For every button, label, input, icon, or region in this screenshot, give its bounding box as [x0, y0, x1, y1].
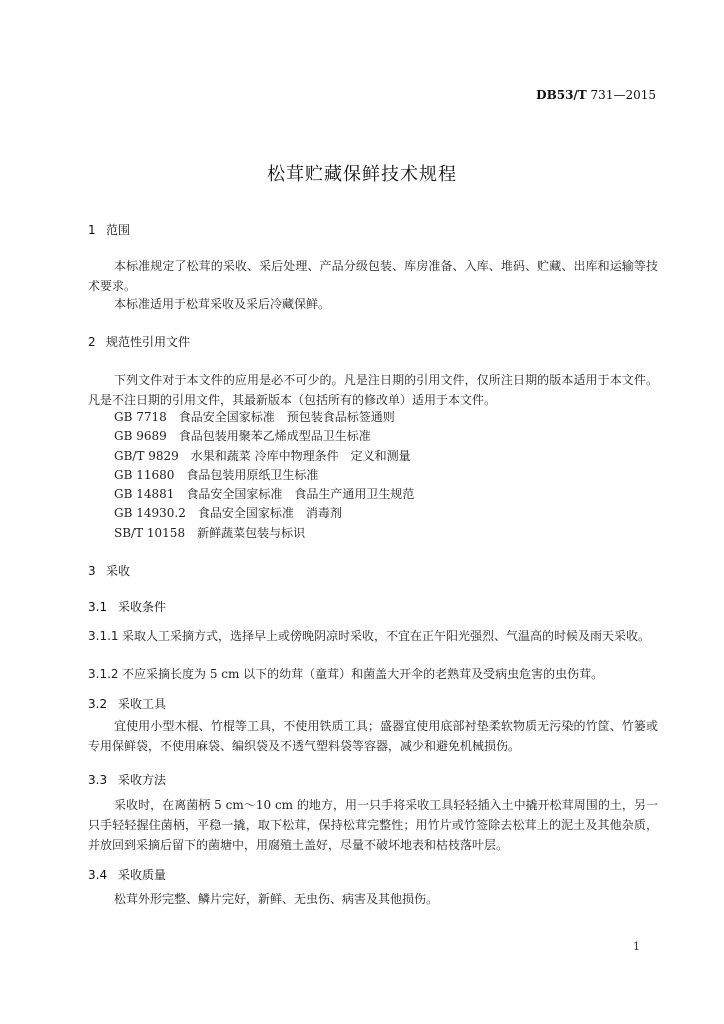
clause-3-1-1-text: 采取人工采摘方式，选择早上或傍晚阴凉时采收，不宜在正午阳光强烈、气温高的时候及雨天采收。	[122, 629, 651, 643]
section-3-3-heading	[88, 771, 166, 788]
section-3-1-number: 3.1	[88, 600, 108, 614]
section-1-number: 1	[88, 223, 96, 237]
reference-item: SB/T 10158 新鲜蔬菜包装与标识	[114, 525, 306, 540]
reference-item: GB/T 9829 水果和蔬菜 冷库中物理条件 定义和测量	[114, 448, 411, 463]
section-3-4-text: 松茸外形完整、鳞片完好，新鲜、无虫伤、病害及其他损伤。	[114, 892, 439, 906]
section-3-heading	[88, 562, 130, 579]
section-3-2-title: 采收工具	[118, 697, 167, 711]
section-2-number: 2	[88, 335, 96, 349]
reference-item: GB 11680 食品包装用原纸卫生标准	[114, 467, 319, 482]
clause-3-1-2	[88, 664, 658, 684]
section-3-1-heading	[88, 598, 166, 615]
section-2-intro: 下列文件对于本文件的应用是必不可少的。凡是注日期的引用文件，仅所注日期的版本适用于本文件。凡是不注日期的引用文件，其最新版本（包括所有的修改单）适用于本文件。	[88, 373, 658, 407]
section-1-paragraph-1: 本标准规定了松茸的采收、采后处理、产品分级包装、库房准备、入库、堆码、贮藏、出库和运输等技术要求。	[88, 259, 658, 293]
reference-item: GB 14930.2 食品安全国家标准 消毒剂	[114, 506, 342, 521]
section-3-2-number: 3.2	[88, 697, 108, 711]
section-3-4-title: 采收质量	[118, 868, 167, 882]
reference-item: GB 14881 食品安全国家标准 食品生产通用卫生规范	[114, 487, 415, 502]
reference-item: GB 9689 食品包装用聚苯乙烯成型品卫生标准	[114, 429, 371, 444]
section-1-paragraph-2: 本标准适用于松茸采收及采后冷藏保鲜。	[114, 297, 331, 311]
reference-item: GB 7718 食品安全国家标准 预包装食品标签通则	[114, 410, 395, 424]
section-3-1-title: 采收条件	[118, 600, 167, 614]
page-title: 松茸贮藏保鲜技术规程	[267, 164, 457, 185]
page-number: 1	[633, 940, 640, 953]
clause-3-1-2-number: 3.1.2	[88, 667, 119, 681]
section-1-title: 范围	[106, 223, 131, 237]
section-3-3-number: 3.3	[88, 773, 108, 787]
section-3-3-title: 采收方法	[118, 773, 167, 787]
clause-3-1-1	[88, 626, 658, 646]
section-3-2-heading	[88, 695, 166, 712]
section-3-3-text: 采收时，在离菌柄 5 cm～10 cm 的地方，用一只手将采收工具轻轻插入土中撬开松茸周围的土，另一只手轻轻握住菌柄，平稳一撬，取下松茸，保持松茸完整性；用竹片或竹签除去松茸上的泥土及其他杂质，并放回到采摘后留下的菌塘中，用腐殖土盖好，尽量不破坏地表和枯枝落叶层。	[88, 798, 658, 852]
document-code-prefix: DB53/T	[536, 88, 587, 102]
section-3-4-heading	[88, 866, 166, 883]
reference-list	[114, 408, 414, 543]
section-2-heading	[88, 333, 190, 350]
section-3-4-number: 3.4	[88, 868, 108, 882]
section-3-2-text: 宜使用小型木棍、竹棍等工具，不使用铁质工具；盛器宜使用底部衬垫柔软物质无污染的竹筐、竹篓或专用保鲜袋，不使用麻袋、编织袋及不透气塑料袋等容器，减少和避免机械损伤。	[88, 719, 658, 753]
section-2-title: 规范性引用文件	[106, 335, 191, 349]
section-1-heading	[88, 221, 130, 238]
section-3-title: 采收	[106, 564, 131, 578]
clause-3-1-1-number: 3.1.1	[88, 629, 119, 643]
section-3-number: 3	[88, 564, 96, 578]
document-code-number: 731—2015	[586, 88, 656, 102]
document-code	[536, 88, 656, 102]
clause-3-1-2-text: 不应采摘长度为 5 cm 以下的幼茸（童茸）和菌盖大开伞的老熟茸及受病虫危害的虫伤茸。	[122, 667, 604, 681]
